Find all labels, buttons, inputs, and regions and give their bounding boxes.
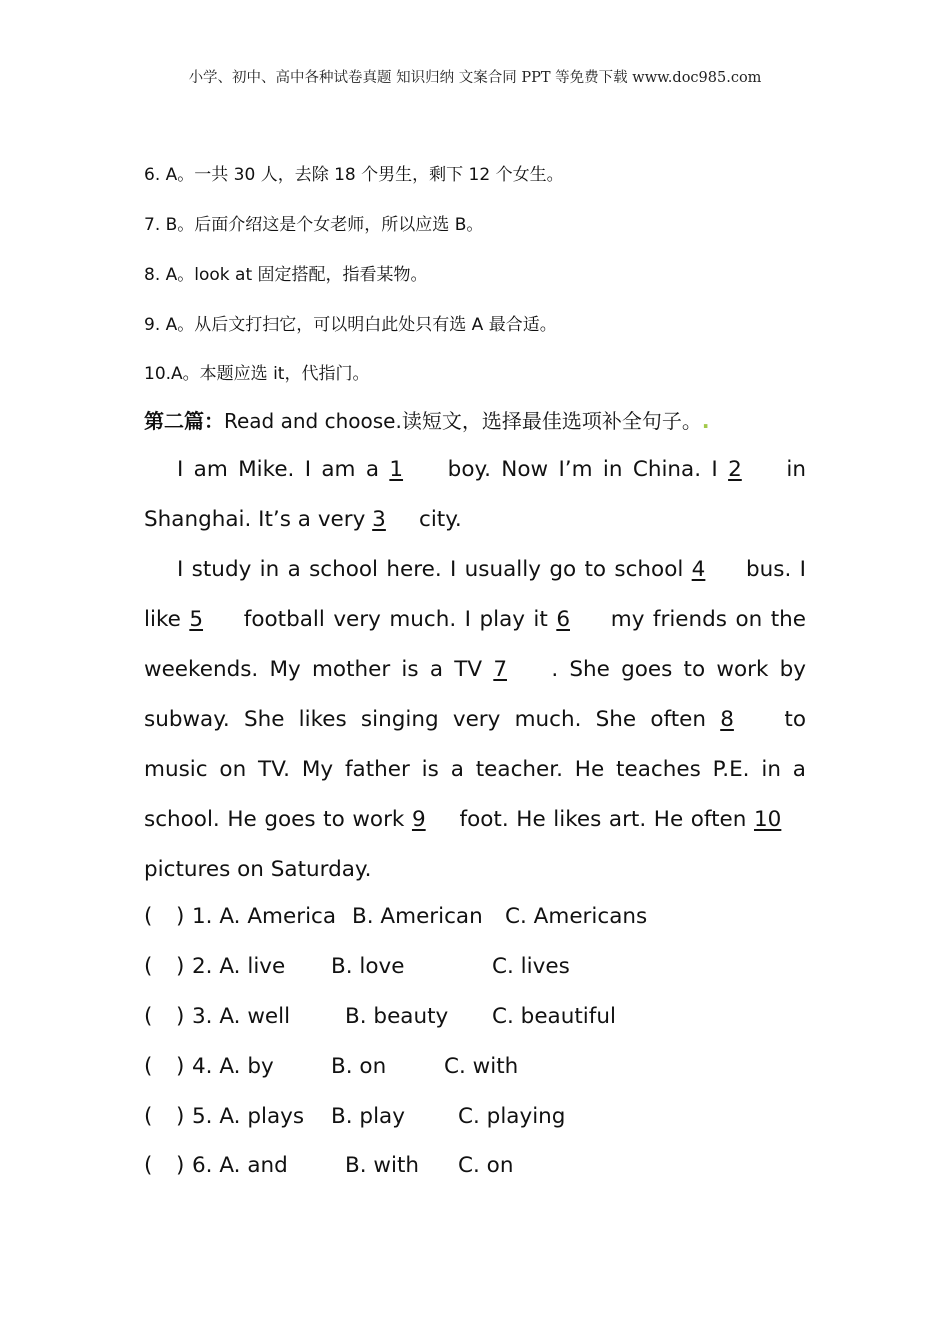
option-b: B. with (345, 1153, 420, 1178)
question-stem: 5. A. plays (192, 1104, 305, 1129)
question-stem: 1. A. America (192, 904, 337, 929)
blank-4: 4 (691, 557, 706, 582)
option-b: B. beauty (345, 1004, 449, 1029)
blank-6: 6 (556, 607, 570, 632)
section-label: 第二篇： (144, 409, 224, 433)
answer-explanation-7: 7. B。后面介绍这是个女老师，所以应选 B。 (144, 215, 484, 235)
option-c: C. with (444, 1054, 519, 1079)
option-b: B. love (331, 954, 405, 979)
option-c: C. playing (458, 1104, 566, 1129)
question-stem: 2. A. live (192, 954, 286, 979)
blank-2: 2 (728, 457, 742, 482)
option-b: B. American (352, 904, 483, 929)
section-title (144, 405, 709, 434)
blank-5: 5 (189, 607, 204, 632)
blank-1: 1 (389, 457, 404, 482)
blank-10: 10 (753, 807, 782, 832)
option-b: B. on (331, 1054, 387, 1079)
answer-explanation-9: 9. A。从后文打扫它，可以明白此处只有选 A 最合适。 (144, 315, 557, 335)
passage-paragraph-1: I am Mike. I am a 1 boy. Now I’m in China. I 2 in Shanghai. It’s a very 3 city. (144, 445, 806, 545)
answer-explanation-6: 6. A。一共 30 人，去除 18 个男生，剩下 12 个女生。 (144, 165, 564, 185)
question-stem: 6. A. and (192, 1153, 288, 1178)
passage-paragraph-2: I study in a school here. I usually go to school 4 bus. I like 5 football very much. I play it 6 my friends on the weekends. My mother is a TV 7 . She goes to work by subway. She likes singing very much. She often 8 to music on TV. My father is a teacher. He teaches P.E. in a school. He goes to work 9 foot. He likes art. He often 10 pictures on Saturday. (144, 545, 806, 895)
option-b: B. play (331, 1104, 405, 1129)
blank-7: 7 (493, 657, 507, 682)
question-stem: 3. A. well (192, 1004, 291, 1029)
question-stem: 4. A. by (192, 1054, 274, 1079)
section-dot: . (701, 409, 710, 433)
blank-3: 3 (372, 507, 386, 532)
blank-8: 8 (720, 707, 734, 732)
section-instruction: Read and choose.读短文，选择最佳选项补全句子。 (224, 409, 702, 433)
answer-explanation-8: 8. A。look at 固定搭配，指看某物。 (144, 265, 428, 285)
blank-9: 9 (411, 807, 426, 832)
answer-explanation-10: 10.A。本题应选 it，代指门。 (144, 364, 370, 384)
page-header: 小学、初中、高中各种试卷真题 知识归纳 文案合同 PPT 等免费下载 www.doc985.com (188, 70, 762, 86)
option-c: C. Americans (505, 904, 648, 929)
option-c: C. on (458, 1153, 514, 1178)
option-c: C. lives (492, 954, 570, 979)
option-c: C. beautiful (492, 1004, 616, 1029)
